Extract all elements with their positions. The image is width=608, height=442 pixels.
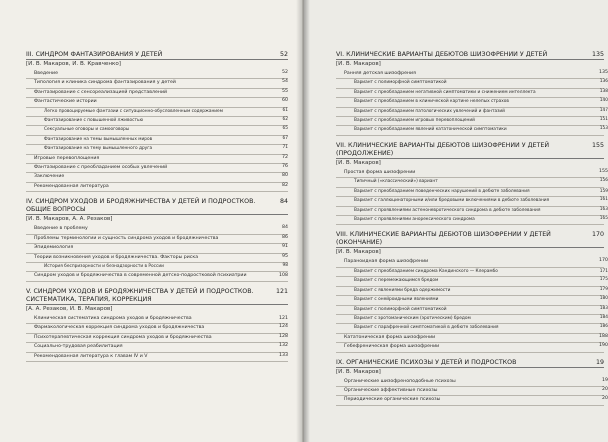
toc-entry-text: История беспризорности и безнадзорности в России [44, 263, 164, 269]
toc-entry-page: 170 [599, 258, 608, 264]
chapter-heading [26, 288, 288, 304]
chapter-authors: [И. В. Макаров, И. В. Кравченко] [26, 61, 121, 67]
toc-entry-text: Вариант с преобладанием синдрома Кандинского — Клерамбо [354, 268, 498, 274]
chapter-authors: [И. В. Макаров] [336, 159, 381, 166]
toc-entry-page: 138 [599, 88, 608, 94]
chapter-authors: [И. В. Макаров] [336, 61, 381, 67]
toc-entry [336, 126, 608, 135]
toc-entry-page: 188 [599, 333, 608, 339]
chapter-authors: [И. В. Макаров] [336, 368, 381, 375]
right-toc [336, 48, 608, 409]
toc-entry [336, 178, 608, 187]
toc-entry [336, 286, 608, 296]
toc-entry-page: 67 [282, 135, 288, 141]
toc-entry-page: 124 [279, 324, 288, 330]
chapter-title: VII. КЛИНИЧЕСКИЕ ВАРИАНТЫ ДЕБЮТОВ ШИЗОФРЕНИИ У ДЕТЕЙ (ПРОДОЛЖЕНИЕ) [336, 141, 550, 157]
toc-entry-page: 175 [599, 277, 608, 283]
toc-entry-text: Параноидная форма шизофрении [344, 259, 429, 265]
toc-entry-page: 52 [282, 70, 288, 75]
toc-entry [336, 88, 608, 98]
section-gap [26, 282, 288, 285]
toc-entry [336, 314, 608, 324]
chapter-title: VIII. КЛИНИЧЕСКИЕ ВАРИАНТЫ ДЕБЮТОВ ШИЗОФРЕНИИ У ДЕТЕЙ (ОКОНЧАНИЕ) [336, 231, 551, 247]
toc-entry-page: 91 [282, 244, 288, 250]
toc-entry [336, 168, 608, 178]
toc-entry-page: 72 [282, 154, 288, 160]
toc-entry [336, 296, 608, 305]
toc-entry-text: Вариант с преобладанием явлений кататонической симптоматики [354, 127, 507, 133]
toc-entry [26, 117, 288, 126]
toc-entry [26, 108, 288, 117]
left-page [0, 0, 302, 442]
chapter-authors: [А. А. Резаков, И. В. Макаров] [26, 305, 113, 312]
section-gap [336, 406, 604, 409]
toc-entry-text: Вариант с преобладанием в клинической картине нелепых страхов [354, 99, 509, 105]
toc-entry [336, 197, 608, 206]
toc-entry-text: Социально-трудовая реабилитация [34, 344, 123, 350]
section-gap [26, 362, 288, 365]
toc-entry-text: Простая форма шизофрении [344, 169, 416, 175]
toc-entry-text: Психотерапевтическая коррекция синдрома уходов и бродяжничества [34, 334, 212, 340]
right-page [304, 0, 608, 442]
toc-entry [26, 225, 288, 234]
section-gap [336, 136, 604, 139]
toc-entry-page: 76 [282, 164, 288, 170]
toc-entry [336, 333, 608, 343]
toc-entry-text: Рекомендованная литература к главам IV и V [34, 353, 148, 359]
toc-entry-text: Вариант с онейроидными явлениями [354, 297, 439, 303]
toc-entry [26, 79, 288, 88]
toc-entry-page: 171 [599, 268, 608, 274]
toc-entry-page: 60 [282, 98, 288, 104]
toc-entry-text: Органические аффективные психозы [344, 387, 438, 393]
toc-entry [336, 79, 608, 88]
toc-entry-page: 140 [599, 98, 608, 104]
toc-entry-page: 180 [599, 296, 608, 302]
toc-entry-page: 153 [599, 126, 608, 132]
toc-entry [26, 89, 288, 98]
toc-entry [26, 173, 288, 182]
chapter-authors: [И. В. Макаров, А. А. Резаков] [26, 216, 113, 223]
chapter-title: IX. ОРГАНИЧЕСКИЕ ПСИХОЗЫ У ДЕТЕЙ И ПОДРОСТКОВ [336, 358, 517, 366]
toc-entry-page: 179 [599, 286, 608, 292]
toc-entry-text: Введение в проблему [34, 226, 88, 232]
toc-entry-text: Ранняя детская шизофрения [344, 71, 416, 76]
toc-entry-text: Фантастические истории [34, 99, 97, 105]
toc-entry-text: Органические шизофреноподобные психозы [344, 378, 456, 384]
toc-entry-page: 151 [599, 117, 608, 123]
chapter-page: 155 [591, 141, 604, 149]
toc-entry [336, 215, 608, 225]
chapter-page: 170 [591, 231, 604, 239]
toc-entry-page: 128 [279, 333, 288, 339]
toc-entry-text: Вариант с преобладанием негативной симптоматики и снижением интеллекта [354, 89, 536, 95]
chapter-heading [336, 142, 604, 158]
toc-entry-page: 61 [282, 107, 288, 113]
toc-entry-page: 19 [602, 377, 608, 383]
toc-entry-page: 147 [599, 107, 608, 113]
toc-entry [336, 277, 608, 286]
toc-entry [336, 107, 608, 117]
toc-entry [26, 126, 288, 135]
toc-entry-page: 84 [282, 225, 288, 231]
chapter-heading [336, 231, 604, 247]
toc-entry-text: Теории возникновения уходов и бродяжничества. Факторы риска [34, 254, 199, 260]
chapter-rule [336, 59, 604, 60]
toc-entry-text: Вариант с преобладанием игровых перевоплощений [354, 118, 475, 124]
left-toc [26, 48, 288, 365]
toc-entry-page: 156 [599, 178, 608, 184]
toc-entry-text: Фантазирование на темы вымышленных миров [44, 136, 153, 142]
toc-entry [26, 235, 288, 244]
toc-entry-text: Фантазирование с сенсореализацией представлений [34, 89, 168, 95]
toc-entry-text: Введение [34, 71, 58, 76]
toc-entry-page: 80 [282, 173, 288, 179]
chapter-rule [26, 59, 288, 60]
toc-entry-page: 190 [599, 343, 608, 349]
toc-entry-page: 71 [282, 145, 288, 151]
toc-entry-text: Вариант с проявлениями астеноневротического синдрома в дебюте заболевания [354, 207, 541, 213]
toc-entry-page: 132 [279, 343, 288, 349]
chapter-rule [26, 304, 288, 305]
toc-entry [336, 343, 608, 352]
toc-entry-page: 159 [599, 188, 608, 194]
toc-entry-page: 136 [599, 79, 608, 85]
chapter-rule [336, 158, 604, 159]
toc-entry-page: 186 [599, 324, 608, 330]
chapter-page: 52 [279, 51, 288, 58]
toc-entry-text: Гебефреническая форма шизофрении [344, 344, 440, 350]
toc-entry-text: Вариант с полиморфной симптоматикой [354, 80, 447, 86]
toc-entry-page: 183 [599, 305, 608, 311]
toc-entry [336, 188, 608, 198]
toc-entry-text: Вариант с преобладанием патологических увлечений и фантазий [354, 108, 505, 114]
toc-entry [336, 258, 608, 267]
toc-entry-text: Фантазирование с повышенной лживостью [44, 118, 144, 124]
toc-entry-text: Фантазирование с преобладанием особых увлечений [34, 165, 168, 171]
toc-entry [26, 164, 288, 173]
toc-entry [26, 334, 288, 343]
toc-entry [26, 70, 288, 79]
chapter-title: V. СИНДРОМ УХОДОВ И БРОДЯЖНИЧЕСТВА У ДЕТЕЙ И ПОДРОСТКОВ. СИСТЕМАТИКА, ТЕРАПИЯ, КОРРЕКЦИЯ [26, 287, 254, 303]
toc-entry-page: 163 [599, 206, 608, 212]
toc-entry [336, 70, 608, 79]
toc-entry [26, 272, 288, 282]
toc-entry [26, 244, 288, 253]
toc-entry [26, 343, 288, 352]
toc-entry-text: Кататоническая форма шизофрении [344, 334, 436, 340]
toc-entry [336, 98, 608, 107]
toc-entry [336, 386, 608, 396]
toc-entry [336, 324, 608, 333]
toc-entry-page: 95 [282, 253, 288, 259]
chapter-heading [26, 51, 288, 59]
toc-entry-text: Вариант с парафренной симптоматикой в дебюте заболевания [354, 325, 499, 331]
chapter-heading [26, 198, 288, 214]
chapter-title: VI. КЛИНИЧЕСКИЕ ВАРИАНТЫ ДЕБЮТОВ ШИЗОФРЕНИИ У ДЕТЕЙ [336, 51, 548, 58]
toc-entry [26, 155, 288, 164]
toc-entry [336, 377, 608, 387]
toc-entry-text: Фантазирование на тему вымышленного друга [44, 146, 153, 152]
toc-entry-text: Вариант с преобладанием поведенческих нарушений в дебюте заболевания [354, 188, 530, 194]
toc-entry-text: Вариант с проявлениями анорексического синдрома [354, 216, 475, 222]
toc-entry-text: Вариант с полиморфной симптоматикой [354, 306, 447, 312]
toc-entry-page: 98 [282, 262, 288, 268]
toc-entry [336, 396, 608, 405]
toc-entry-text: Проблемы терминологии и сущность синдрома уходов и бродяжничества [34, 235, 219, 241]
toc-entry-page: 135 [599, 70, 608, 75]
chapter-heading [336, 359, 604, 367]
toc-entry-page: 184 [599, 314, 608, 320]
section-gap [336, 353, 604, 356]
toc-entry-page: 54 [282, 79, 288, 85]
toc-entry-text: Игровые перевоплощения [34, 155, 100, 161]
toc-entry [26, 353, 288, 362]
toc-entry-text: Эпидемиология [34, 245, 74, 251]
chapter-rule [336, 367, 604, 368]
toc-entry-page: 86 [282, 234, 288, 240]
chapter-title: IV. СИНДРОМ УХОДОВ И БРОДЯЖНИЧЕСТВА У ДЕТЕЙ И ПОДРОСТКОВ. ОБЩИЕ ВОПРОСЫ [26, 198, 256, 214]
chapter-page: 84 [279, 198, 288, 206]
toc-entry-text: Клиническая систематика синдрома уходов и бродяжничества [34, 315, 192, 321]
toc-entry [336, 305, 608, 315]
toc-entry-page: 108 [279, 273, 288, 279]
toc-entry-text: Легко провоцируемые фантазии с ситуационно-обусловленным содержанием [44, 108, 223, 114]
toc-entry [26, 324, 288, 333]
toc-entry-page: 165 [599, 215, 608, 221]
toc-entry-page: 133 [279, 352, 288, 358]
chapter-heading [336, 51, 604, 59]
toc-entry-text: Вариант с галлюцинаторными и/или бредовыми включениями в дебюте заболевания [354, 198, 550, 204]
chapter-page: 19 [595, 358, 604, 366]
toc-entry-page: 155 [599, 168, 608, 174]
toc-entry-text: Рекомендованная литература [34, 183, 109, 189]
toc-entry [26, 136, 288, 145]
toc-entry [26, 263, 288, 272]
toc-entry [26, 254, 288, 263]
toc-entry-page: 62 [282, 117, 288, 123]
toc-entry [336, 268, 608, 278]
book-gutter [296, 0, 310, 442]
section-gap [26, 192, 288, 195]
chapter-rule [336, 247, 604, 248]
toc-entry-text: Вариант с эротоманическим (эротическим) бредом [354, 315, 471, 321]
toc-entry-text: Типология и клиника синдрома фантазирования у детей [34, 80, 176, 86]
chapter-page: 135 [591, 51, 604, 58]
toc-entry-page: 65 [282, 126, 288, 132]
toc-entry-page: 121 [279, 315, 288, 321]
chapter-page: 121 [275, 287, 288, 295]
chapter-authors: [И. В. Макаров] [336, 249, 381, 256]
toc-entry-text: Фармакологическая коррекция синдрома уходов и бродяжничества [34, 325, 205, 331]
toc-entry-text: Периодические органические психозы [344, 397, 441, 403]
toc-entry-text: Сексуальные оговоры и самооговоры [44, 127, 130, 133]
toc-entry-page: 55 [282, 88, 288, 94]
toc-entry [26, 183, 288, 192]
toc-entry-text: Вариант с перемежающимся бредом [354, 278, 439, 284]
toc-entry-text: Заключение [34, 174, 65, 180]
toc-entry [26, 98, 288, 107]
toc-entry-page: 161 [599, 197, 608, 203]
toc-entry-page: 20 [602, 396, 608, 402]
toc-entry-text: Типичный («классический») вариант [354, 179, 438, 185]
toc-entry [26, 315, 288, 325]
chapter-rule [26, 214, 288, 215]
toc-entry-text: Синдром уходов и бродяжничества в современной детско-подростковой психиатрии [34, 273, 247, 279]
toc-entry [336, 206, 608, 216]
toc-entry-text: Вариант с явлениями бреда одержимости [354, 287, 451, 293]
toc-entry [26, 145, 288, 154]
section-gap [336, 225, 604, 228]
toc-entry-page: 82 [282, 182, 288, 188]
toc-entry-page: 20 [602, 386, 608, 392]
toc-entry [336, 117, 608, 126]
chapter-title: III. СИНДРОМ ФАНТАЗИРОВАНИЯ У ДЕТЕЙ [26, 51, 163, 58]
